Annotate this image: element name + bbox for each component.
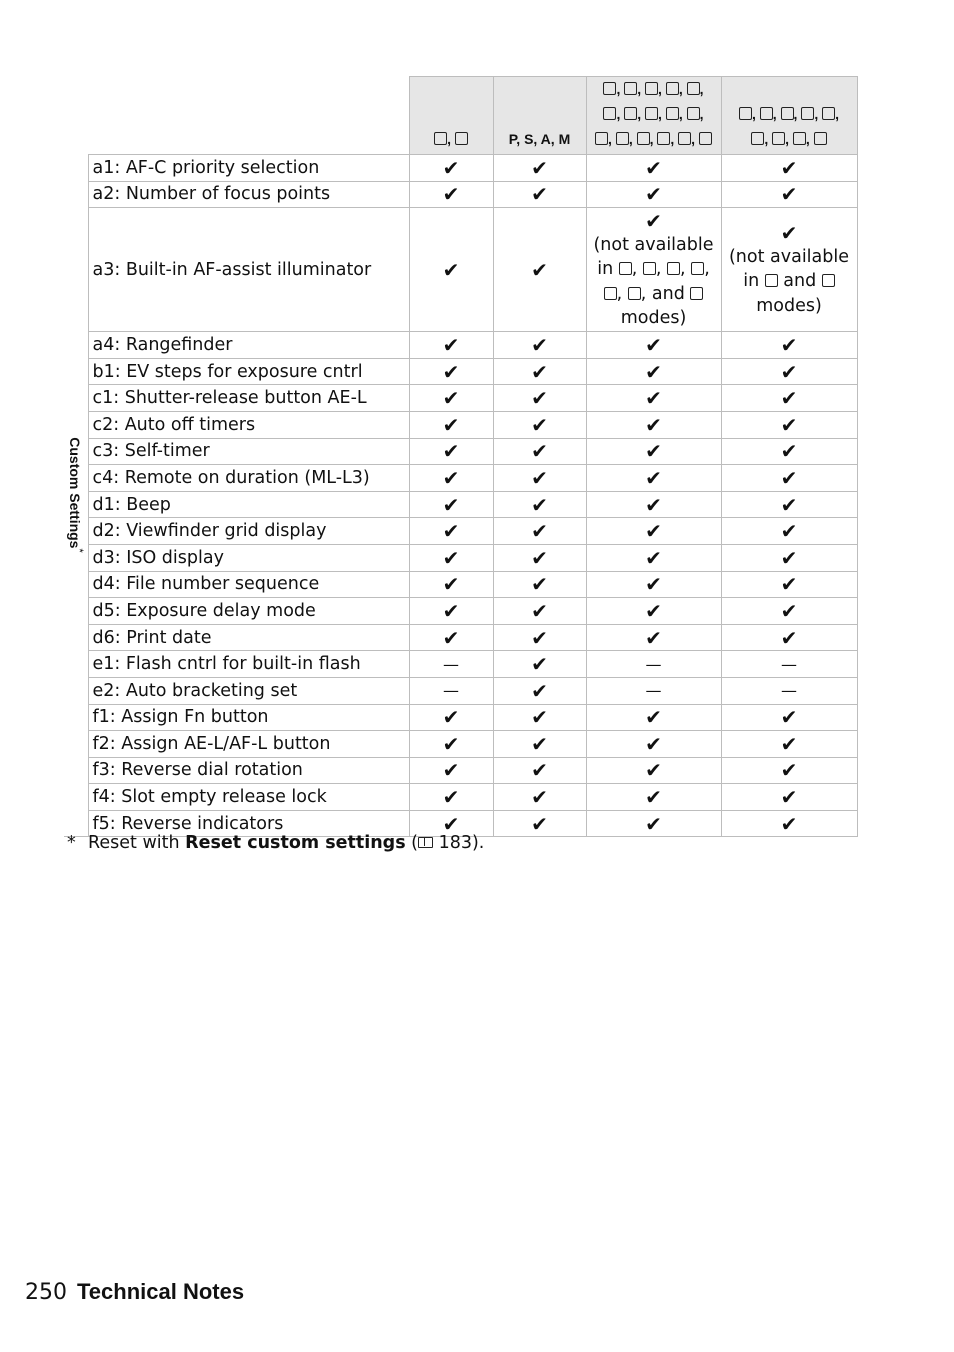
mode-icon — [595, 132, 608, 145]
check-mark: ✔ — [493, 208, 586, 332]
mode-icon — [699, 132, 712, 145]
check-mark: ✔ — [645, 208, 662, 233]
setting-name: c2: Auto off timers — [88, 411, 409, 438]
setting-name: e1: Flash cntrl for built-in flash — [88, 651, 409, 678]
check-mark: ✔ — [409, 757, 493, 784]
table-row — [64, 411, 857, 438]
check-mark: ✔ — [586, 438, 721, 465]
check-mark: ✔ — [409, 181, 493, 208]
check-mark: ✔ — [721, 624, 857, 651]
mode-icon — [691, 262, 704, 275]
check-mark: ✔ — [493, 385, 586, 412]
availability-note — [721, 208, 857, 332]
check-mark: ✔ — [493, 518, 586, 545]
check-mark: ✔ — [493, 332, 586, 359]
check-mark: ✔ — [721, 465, 857, 492]
dash-mark: — — [409, 651, 493, 678]
check-mark: ✔ — [586, 358, 721, 385]
mode-icon — [603, 82, 616, 95]
check-mark: ✔ — [721, 810, 857, 837]
mode-icon — [781, 107, 794, 120]
mode-icon — [801, 107, 814, 120]
mode-icon — [814, 132, 827, 145]
check-mark: ✔ — [493, 544, 586, 571]
column-header-auto — [409, 77, 493, 155]
check-mark: ✔ — [493, 411, 586, 438]
column-header-line: , — [410, 127, 493, 152]
check-mark: ✔ — [586, 491, 721, 518]
footnote-bold: Reset custom settings — [185, 833, 406, 853]
check-mark: ✔ — [721, 358, 857, 385]
setting-name: a4: Rangefinder — [88, 332, 409, 359]
note-line: in and — [722, 269, 857, 294]
footnote-close: ). — [471, 833, 485, 853]
check-mark: ✔ — [586, 704, 721, 731]
check-mark: ✔ — [586, 181, 721, 208]
check-mark: ✔ — [493, 757, 586, 784]
note-line: modes) — [756, 295, 822, 316]
section-label — [67, 438, 85, 554]
mode-icon — [666, 107, 679, 120]
check-mark: ✔ — [721, 411, 857, 438]
table-row — [64, 438, 857, 465]
mode-icon — [637, 132, 650, 145]
dash-mark: — — [721, 651, 857, 678]
table-row — [64, 704, 857, 731]
mode-icon — [628, 287, 641, 300]
check-mark: ✔ — [586, 731, 721, 758]
check-mark: ✔ — [780, 220, 798, 245]
column-header-line: , , , , , — [587, 77, 721, 102]
check-mark: ✔ — [721, 155, 857, 182]
check-mark: ✔ — [586, 544, 721, 571]
check-mark: ✔ — [586, 624, 721, 651]
setting-name: c4: Remote on duration (ML-L3) — [88, 465, 409, 492]
mode-icon — [616, 132, 629, 145]
check-mark: ✔ — [586, 518, 721, 545]
check-mark: ✔ — [409, 411, 493, 438]
table-row — [64, 155, 857, 182]
check-mark: ✔ — [721, 784, 857, 811]
check-mark: ✔ — [493, 784, 586, 811]
setting-name: d5: Exposure delay mode — [88, 598, 409, 625]
note-line: (not available — [728, 246, 850, 267]
check-mark: ✔ — [409, 465, 493, 492]
footnote-prefix: Reset with — [88, 833, 186, 853]
setting-name: e2: Auto bracketing set — [88, 677, 409, 704]
mode-icon — [455, 132, 468, 145]
check-mark: ✔ — [409, 624, 493, 651]
check-mark: ✔ — [493, 155, 586, 182]
check-mark: ✔ — [409, 544, 493, 571]
note-line: , , and — [587, 282, 721, 307]
table-row — [64, 624, 857, 651]
mode-icon — [760, 107, 773, 120]
table-row — [64, 332, 857, 359]
check-mark: ✔ — [409, 518, 493, 545]
check-mark: ✔ — [586, 411, 721, 438]
check-mark: ✔ — [586, 598, 721, 625]
check-mark: ✔ — [586, 332, 721, 359]
page-footer — [25, 1279, 244, 1305]
mode-icon — [624, 82, 637, 95]
mode-icon — [793, 132, 806, 145]
mode-icon — [751, 132, 764, 145]
mode-icon — [667, 262, 680, 275]
check-mark: ✔ — [721, 544, 857, 571]
setting-name: d1: Beep — [88, 491, 409, 518]
check-mark: ✔ — [721, 438, 857, 465]
mode-icon — [434, 132, 447, 145]
check-mark: ✔ — [586, 465, 721, 492]
mode-icon — [657, 132, 670, 145]
footnote-open: ( — [405, 833, 418, 853]
dash-mark: — — [586, 651, 721, 678]
check-mark: ✔ — [409, 438, 493, 465]
mode-icon — [690, 287, 703, 300]
check-mark: ✔ — [493, 438, 586, 465]
column-header-line: , , , , , — [587, 127, 721, 152]
mode-icon — [765, 274, 778, 287]
setting-name: f4: Slot empty release lock — [88, 784, 409, 811]
check-mark: ✔ — [493, 181, 586, 208]
column-header-line: , , , — [722, 127, 857, 152]
column-header-line: , , , , , — [722, 102, 857, 127]
check-mark: ✔ — [721, 731, 857, 758]
check-mark: ✔ — [493, 598, 586, 625]
table-row — [64, 208, 857, 332]
check-mark: ✔ — [586, 571, 721, 598]
note-line: (not available — [593, 234, 714, 255]
table-corner — [64, 77, 88, 155]
mode-icon — [822, 274, 835, 287]
check-mark: ✔ — [721, 571, 857, 598]
dash-mark: — — [721, 677, 857, 704]
mode-icon — [739, 107, 752, 120]
check-mark: ✔ — [721, 181, 857, 208]
settings-table — [64, 76, 858, 837]
availability-note — [586, 208, 721, 332]
check-mark: ✔ — [409, 784, 493, 811]
note-line: in , , , , — [597, 259, 710, 280]
setting-name: a3: Built-in AF-assist illuminator — [88, 208, 409, 332]
section-label-text: Custom Settings — [66, 437, 83, 549]
setting-name: f3: Reverse dial rotation — [88, 757, 409, 784]
setting-name: f1: Assign Fn button — [88, 704, 409, 731]
mode-icon — [772, 132, 785, 145]
check-mark: ✔ — [721, 491, 857, 518]
check-mark: ✔ — [586, 757, 721, 784]
table-row — [64, 181, 857, 208]
mode-icon — [619, 262, 632, 275]
check-mark: ✔ — [493, 358, 586, 385]
table-row — [64, 677, 857, 704]
dash-mark: — — [586, 677, 721, 704]
table-row — [64, 518, 857, 545]
check-mark: ✔ — [409, 598, 493, 625]
setting-name: d6: Print date — [88, 624, 409, 651]
header-row — [64, 77, 857, 155]
check-mark: ✔ — [721, 757, 857, 784]
section-cell — [64, 155, 88, 837]
footnote-page-ref: 183 — [433, 833, 472, 853]
check-mark: ✔ — [493, 677, 586, 704]
check-mark: ✔ — [493, 465, 586, 492]
setting-name: f5: Reverse indicators — [88, 810, 409, 837]
table-row — [64, 598, 857, 625]
check-mark: ✔ — [493, 704, 586, 731]
column-header-line: P, S, A, M — [508, 131, 571, 147]
table-row — [64, 731, 857, 758]
check-mark: ✔ — [586, 155, 721, 182]
setting-name: c3: Self-timer — [88, 438, 409, 465]
column-header-effects — [721, 77, 857, 155]
check-mark: ✔ — [493, 731, 586, 758]
column-header-line: , , , , , — [587, 102, 721, 127]
check-mark: ✔ — [721, 598, 857, 625]
footnote — [67, 833, 484, 853]
setting-name: d2: Viewfinder grid display — [88, 518, 409, 545]
table-body — [64, 155, 857, 837]
mode-icon — [645, 107, 658, 120]
mode-icon — [687, 107, 700, 120]
check-mark: ✔ — [409, 155, 493, 182]
table-corner — [88, 77, 409, 155]
mode-icon — [624, 107, 637, 120]
table-row — [64, 757, 857, 784]
book-icon — [418, 837, 433, 848]
mode-icon — [645, 82, 658, 95]
table-row — [64, 491, 857, 518]
check-mark: ✔ — [721, 518, 857, 545]
check-mark: ✔ — [493, 491, 586, 518]
setting-name: f2: Assign AE-L/AF-L button — [88, 731, 409, 758]
check-mark: ✔ — [493, 624, 586, 651]
check-mark: ✔ — [493, 810, 586, 837]
table-row — [64, 651, 857, 678]
footnote-marker: * — [67, 833, 76, 853]
column-header-scene — [586, 77, 721, 155]
table-row — [64, 544, 857, 571]
check-mark: ✔ — [409, 731, 493, 758]
table-row — [64, 465, 857, 492]
section-mark: * — [72, 548, 85, 554]
setting-name: d4: File number sequence — [88, 571, 409, 598]
check-mark: ✔ — [409, 358, 493, 385]
table-row — [64, 385, 857, 412]
table-row — [64, 571, 857, 598]
check-mark: ✔ — [409, 571, 493, 598]
mode-icon — [687, 82, 700, 95]
check-mark: ✔ — [721, 704, 857, 731]
check-mark: ✔ — [409, 810, 493, 837]
setting-name: c1: Shutter-release button AE-L — [88, 385, 409, 412]
check-mark: ✔ — [721, 332, 857, 359]
column-header-psam — [493, 77, 586, 155]
mode-icon — [603, 107, 616, 120]
note-line: modes) — [620, 308, 687, 329]
dash-mark: — — [409, 677, 493, 704]
check-mark: ✔ — [721, 385, 857, 412]
check-mark: ✔ — [493, 571, 586, 598]
section-title: Technical Notes — [77, 1279, 245, 1304]
table-row — [64, 358, 857, 385]
check-mark: ✔ — [409, 332, 493, 359]
mode-icon — [666, 82, 679, 95]
page-number: 250 — [25, 1280, 67, 1305]
check-mark: ✔ — [409, 208, 493, 332]
check-mark: ✔ — [586, 385, 721, 412]
check-mark: ✔ — [409, 704, 493, 731]
setting-name: d3: ISO display — [88, 544, 409, 571]
mode-icon — [604, 287, 617, 300]
check-mark: ✔ — [493, 651, 586, 678]
mode-icon — [678, 132, 691, 145]
check-mark: ✔ — [409, 491, 493, 518]
mode-icon — [822, 107, 835, 120]
setting-name: a2: Number of focus points — [88, 181, 409, 208]
mode-icon — [643, 262, 656, 275]
setting-name: a1: AF-C priority selection — [88, 155, 409, 182]
check-mark: ✔ — [586, 810, 721, 837]
setting-name: b1: EV steps for exposure cntrl — [88, 358, 409, 385]
table-row — [64, 784, 857, 811]
check-mark: ✔ — [409, 385, 493, 412]
check-mark: ✔ — [586, 784, 721, 811]
